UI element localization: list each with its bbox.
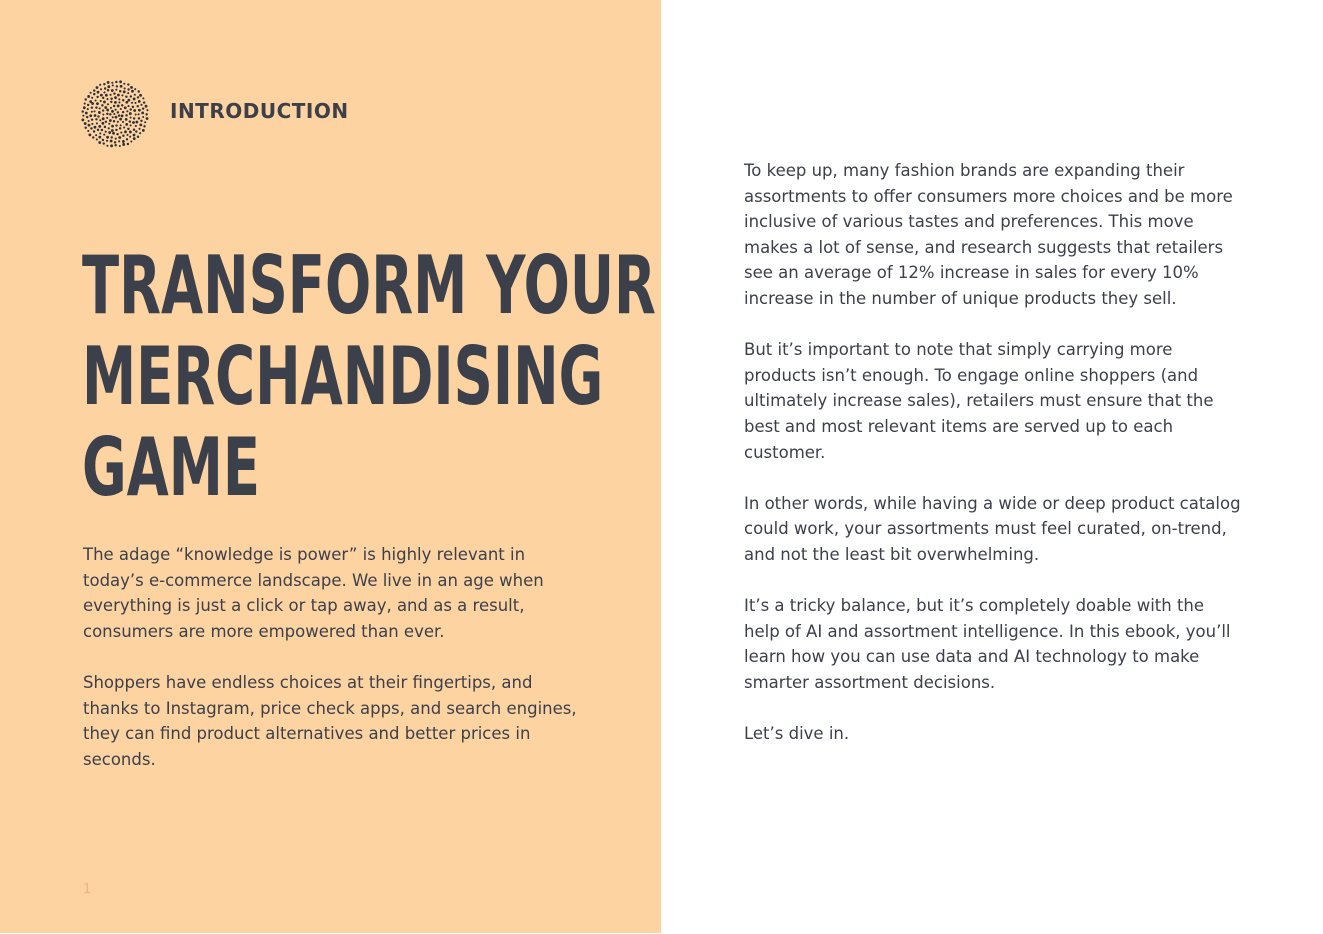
paragraph: Shoppers have endless choices at their fingertips, and thanks to Instagram, price check apps, and search engines, they can find product alternatives and better prices in seconds. xyxy=(83,672,577,769)
paragraph: But it’s important to note that simply carrying more products isn’t enough. To engage online shoppers (and ultimately increase sales), retailers must ensure that the best and most relevant items are served up to each customer. xyxy=(744,340,1214,462)
paragraph: To keep up, many fashion brands are expanding their assortments to offer consumers more choices and be more inclusive of various tastes and preferences. This move makes a lot of sense, and research suggests that retailers see an average of 12% increase in sales for every 10% increase in the number of unique products they sell. xyxy=(744,161,1233,308)
paragraph: It’s a tricky balance, but it’s completely doable with the help of AI and assortment intelligence. In this ebook, you’ll learn how you can use data and AI technology to make smarter assortment decisions. xyxy=(744,596,1231,692)
paragraph: Let’s dive in. xyxy=(744,724,850,744)
page-number: 1 xyxy=(83,882,92,897)
paragraph: In other words, while having a wide or deep product catalog could work, your assortments must feel curated, on-trend, and not the least bit overwhelming. xyxy=(744,493,1241,564)
right-body-text xyxy=(744,158,1244,772)
dotted-circle-icon xyxy=(80,79,150,149)
title-line-3: GAME xyxy=(82,421,261,514)
title-line-2: MERCHANDISING xyxy=(82,330,604,423)
page-title xyxy=(82,240,656,513)
title-line-1: TRANSFORM YOUR xyxy=(82,239,656,332)
section-label: INTRODUCTION xyxy=(170,99,349,123)
paragraph: The adage “knowledge is power” is highly relevant in today’s e-commerce landscape. We live in an age when everything is just a click or tap away, and as a result, consumers are more empowered than ever. xyxy=(83,545,544,641)
left-body-text xyxy=(83,542,583,798)
